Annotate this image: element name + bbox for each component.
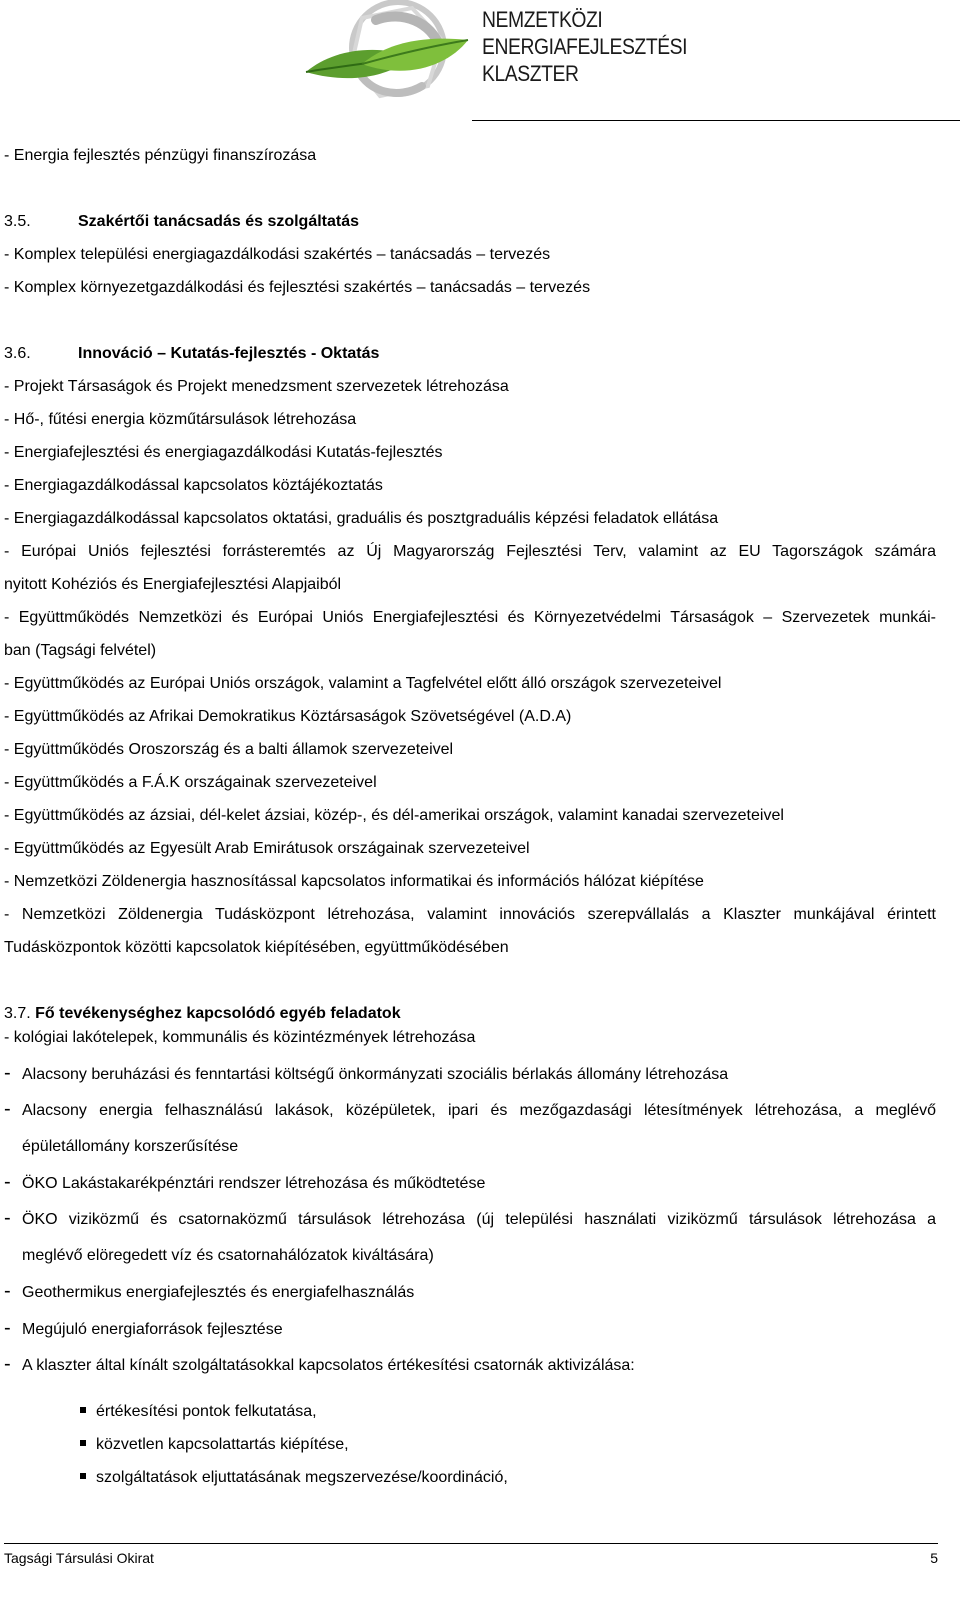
list-item: - Energiafejlesztési és energiagazdálkodási Kutatás-fejlesztés — [4, 444, 443, 461]
org-name-line-3: KLASZTER — [482, 61, 579, 86]
list-item-continuation: Tudásközpontok közötti kapcsolatok kiépítésében, együttműködésében — [4, 939, 509, 956]
list-item: - Komplex települési energiagazdálkodási szakértés – tanácsadás – tervezés — [4, 246, 551, 263]
list-item-continuation: nyitott Kohéziós és Energiafejlesztési Alapjaiból — [4, 576, 342, 593]
list-item: - Európai Uniós fejlesztési forrásteremtés az Új Magyarország Fejlesztési Terv, valamint az EU Tagországok számára — [4, 543, 936, 560]
page-number: 5 — [930, 1550, 938, 1566]
list-item: - Együttműködés Nemzetközi és Európai Uniós Energiafejlesztési és Környezetvédelmi Társaságok – Szervezetek munkái- — [4, 609, 936, 626]
bullet-text: értékesítési pontok felkutatása, — [96, 1403, 317, 1420]
section-title: Szakértői tanácsadás és szolgáltatás — [78, 213, 360, 230]
bullet-text: közvetlen kapcsolattartás kiépítése, — [96, 1436, 349, 1453]
dash-marker: - — [4, 1317, 11, 1339]
list-item: - Nemzetközi Zöldenergia hasznosítással kapcsolatos informatikai és információs hálózat kiépítése — [4, 873, 704, 890]
list-item: - Komplex környezetgazdálkodási és fejlesztési szakértés – tanácsadás – tervezés — [4, 279, 591, 296]
list-item-text: Geothermikus energiafejlesztés és energiafelhasználás — [22, 1284, 415, 1301]
dash-marker: - — [4, 1062, 11, 1084]
bullet-item — [80, 1435, 349, 1455]
list-item-text: Alacsony beruházási és fenntartási költségű önkormányzati szociális bérlakás állomány létrehozása — [22, 1066, 729, 1083]
list-item-text: meglévő elöregedett víz és csatornahálózatok kiváltására) — [22, 1247, 434, 1264]
footer-divider — [4, 1543, 938, 1544]
square-bullet-icon — [80, 1473, 86, 1479]
dash-marker: - — [4, 1098, 11, 1120]
section-number: 3.5. — [4, 213, 31, 230]
list-item: - Energiagazdálkodással kapcsolatos köztájékoztatás — [4, 477, 383, 494]
list-item: - Együttműködés Oroszország és a balti államok szervezeteivel — [4, 741, 454, 758]
list-item-text: épületállomány korszerűsítése — [22, 1138, 239, 1155]
square-bullet-icon — [80, 1407, 86, 1413]
list-item: - Együttműködés a F.Á.K országainak szervezeteivel — [4, 774, 377, 791]
header-divider — [472, 120, 960, 121]
section-number: 3.6. — [4, 345, 31, 362]
section-title: Innováció – Kutatás-fejlesztés - Oktatás — [78, 345, 380, 362]
list-item: - Együttműködés az Afrikai Demokratikus Köztársaságok Szövetségével (A.D.A) — [4, 708, 572, 725]
cluster-logo-icon — [302, 0, 474, 108]
dash-marker: - — [4, 1171, 11, 1193]
list-item: - kológiai lakótelepek, kommunális és közintézmények létrehozása — [4, 1029, 476, 1046]
list-item: - Energia fejlesztés pénzügyi finanszírozása — [4, 147, 317, 164]
section-number: 3.7. — [4, 1005, 31, 1022]
footer-document-title: Tagsági Társulási Okirat — [4, 1550, 154, 1566]
list-item: - Hő-, fűtési energia közműtársulások létrehozása — [4, 411, 357, 428]
section-heading-3-6 — [4, 344, 379, 364]
section-heading-3-5 — [4, 212, 359, 232]
org-name-line-2: ENERGIAFEJLESZTÉSI — [482, 34, 688, 59]
dash-marker: - — [4, 1280, 11, 1302]
bullet-item — [80, 1468, 508, 1488]
page-header — [300, 0, 780, 120]
list-item: - Energiagazdálkodással kapcsolatos oktatási, graduális és posztgraduális képzési feladatok ellátása — [4, 510, 719, 527]
dash-marker: - — [4, 1207, 11, 1229]
list-item-text: A klaszter által kínált szolgáltatásokkal kapcsolatos értékesítési csatornák aktivizálása: — [22, 1357, 635, 1374]
list-item: - Együttműködés az ázsiai, dél-kelet ázsiai, közép-, és dél-amerikai országok, valamint kanadai szervezeteivel — [4, 807, 784, 824]
list-item: - Együttműködés az Európai Uniós országok, valamint a Tagfelvétel előtt álló országok szervezeteivel — [4, 675, 722, 692]
bullet-text: szolgáltatások eljuttatásának megszervezése/koordináció, — [96, 1469, 508, 1486]
list-item-text: ÖKO Lakástakarékpénztári rendszer létrehozása és működtetése — [22, 1175, 486, 1192]
organization-name — [482, 6, 687, 87]
list-item-text: Megújuló energiaforrások fejlesztése — [22, 1321, 283, 1338]
list-item: - Együttműködés az Egyesült Arab Emirátusok országainak szervezeteivel — [4, 840, 530, 857]
list-item: - Projekt Társaságok és Projekt menedzsment szervezetek létrehozása — [4, 378, 509, 395]
list-item-text: Alacsony energia felhasználású lakások, középületek, ipari és mezőgazdasági létesítmények létrehozása, a meglévő — [22, 1102, 936, 1119]
section-heading-3-7 — [4, 1004, 401, 1024]
dash-marker: - — [4, 1353, 11, 1375]
bullet-item — [80, 1402, 317, 1422]
section-title: Fő tevékenységhez kapcsolódó egyéb feladatok — [35, 1005, 401, 1022]
org-name-line-1: NEMZETKÖZI — [482, 7, 603, 32]
list-item-continuation: ban (Tagsági felvétel) — [4, 642, 157, 659]
square-bullet-icon — [80, 1440, 86, 1446]
list-item: - Nemzetközi Zöldenergia Tudásközpont létrehozása, valamint innovációs szerepvállalás a Klaszter munkájával érintett — [4, 906, 936, 923]
list-item-text: ÖKO viziközmű és csatornaközmű társulások létrehozása (új települési használati viziközmű társulások létrehozása a — [22, 1211, 936, 1228]
